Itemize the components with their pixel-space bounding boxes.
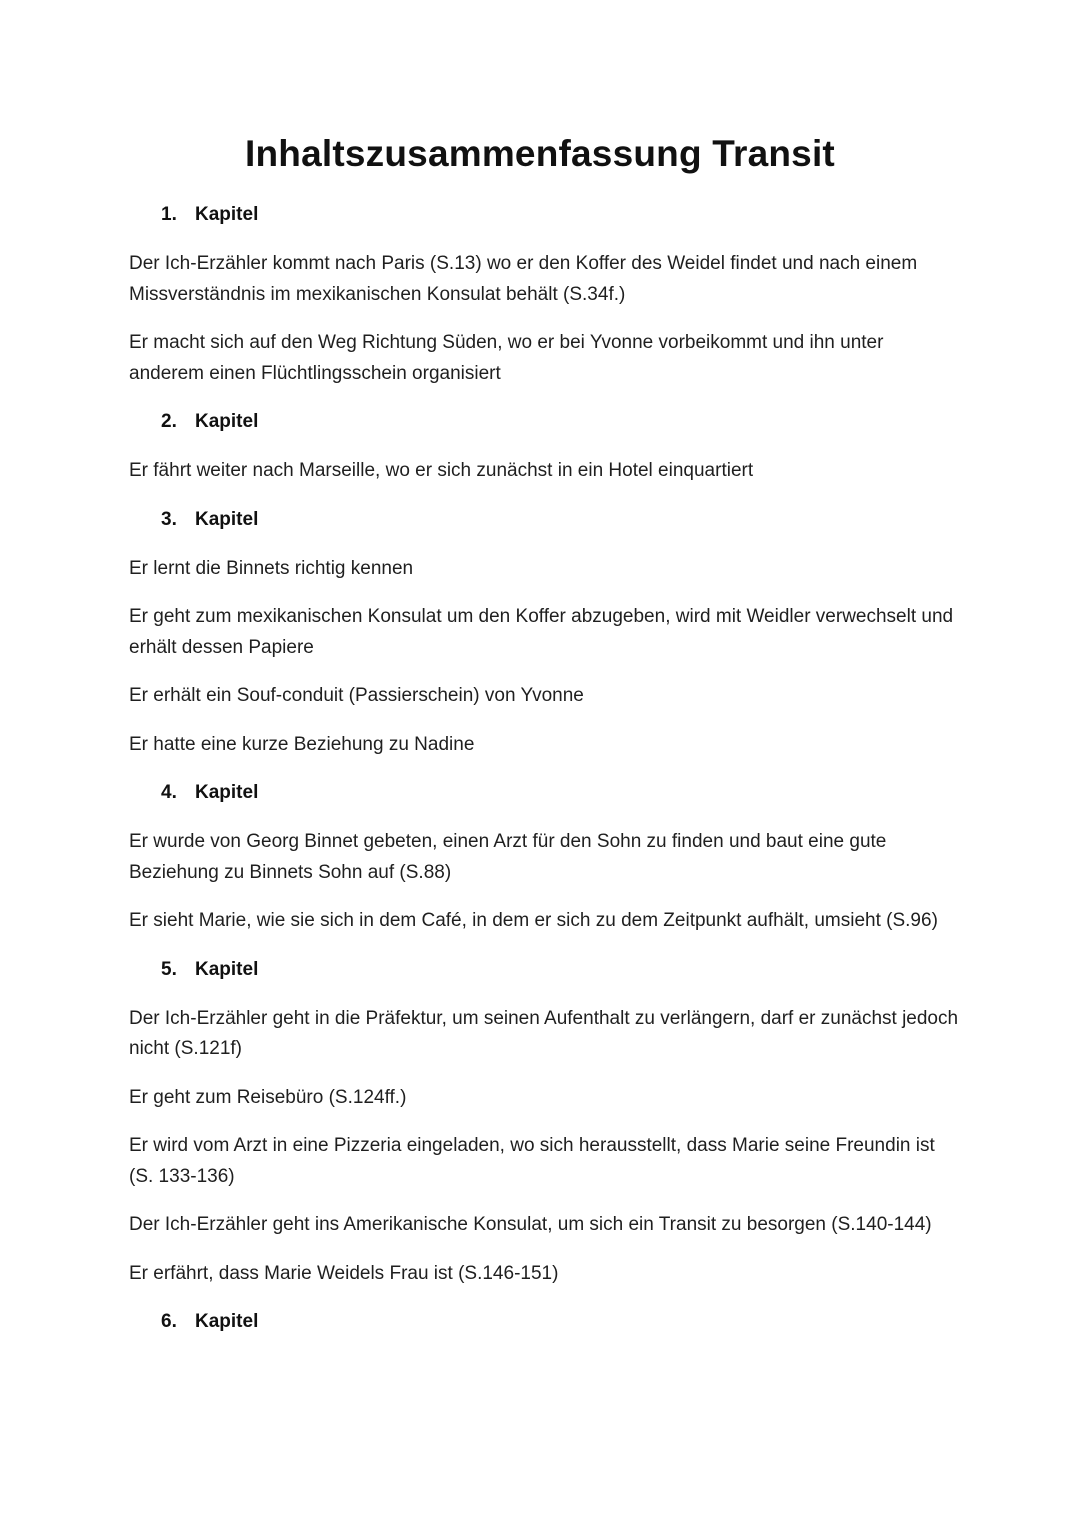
- chapter-number: 2.: [161, 411, 177, 432]
- paragraph: Der Ich-Erzähler kommt nach Paris (S.13) wo er den Koffer des Weidel findet und nach einem Missverständnis im mexikanischen Konsulat behält (S.34f.): [129, 253, 918, 305]
- document-title: Inhaltszusammenfassung Transit: [245, 133, 835, 174]
- chapter-number: 4.: [161, 782, 177, 803]
- paragraph: Er erfährt, dass Marie Weidels Frau ist (S.146-151): [129, 1262, 559, 1284]
- document-body: [129, 200, 959, 1356]
- chapter-number: 6.: [161, 1311, 177, 1332]
- chapter-title: Kapitel: [195, 782, 259, 803]
- chapter-heading: [129, 955, 959, 985]
- chapter-title: Kapitel: [195, 411, 259, 432]
- paragraph: Er hatte eine kurze Beziehung zu Nadine: [129, 733, 475, 755]
- chapter-title: Kapitel: [195, 1311, 259, 1332]
- paragraph: Er geht zum mexikanischen Konsulat um den Koffer abzugeben, wird mit Weidler verwechselt und erhält dessen Papiere: [129, 606, 954, 658]
- paragraph: Er geht zum Reisebüro (S.124ff.): [129, 1086, 407, 1108]
- paragraph: Er wurde von Georg Binnet gebeten, einen Arzt für den Sohn zu finden und baut eine gute Beziehung zu Binnets Sohn auf (S.88): [129, 831, 887, 883]
- chapter-title: Kapitel: [195, 508, 259, 530]
- chapter-heading: [129, 1307, 959, 1337]
- chapter-title: Kapitel: [195, 204, 259, 225]
- chapter-title: Kapitel: [195, 958, 259, 980]
- chapter-heading: [129, 778, 959, 808]
- paragraph: Er macht sich auf den Weg Richtung Süden, wo er bei Yvonne vorbeikommt und ihn unter anderem einen Flüchtlingsschein organisiert: [129, 332, 884, 384]
- chapter-heading: [129, 200, 959, 230]
- paragraph: Er lernt die Binnets richtig kennen: [129, 557, 414, 579]
- chapter-number: 3.: [161, 508, 177, 530]
- chapter-heading: [129, 407, 959, 437]
- paragraph: Er sieht Marie, wie sie sich in dem Café, in dem er sich zu dem Zeitpunkt aufhält, umsieht (S.96): [129, 910, 938, 931]
- paragraph: Er erhält ein Souf-conduit (Passierschein) von Yvonne: [129, 685, 584, 706]
- chapter-heading: [129, 505, 959, 535]
- paragraph: Er fährt weiter nach Marseille, wo er sich zunächst in ein Hotel einquartiert: [129, 460, 754, 481]
- paragraph: Er wird vom Arzt in eine Pizzeria eingeladen, wo sich herausstellt, dass Marie seine Freundin ist (S. 133-136): [129, 1135, 935, 1187]
- paragraph: Der Ich-Erzähler geht ins Amerikanische Konsulat, um sich ein Transit zu besorgen (S.140-144): [129, 1214, 932, 1235]
- chapter-number: 1.: [161, 204, 177, 225]
- paragraph: Der Ich-Erzähler geht in die Präfektur, um seinen Aufenthalt zu verlängern, darf er zunächst jedoch nicht (S.121f): [129, 1007, 959, 1059]
- chapter-number: 5.: [161, 958, 177, 980]
